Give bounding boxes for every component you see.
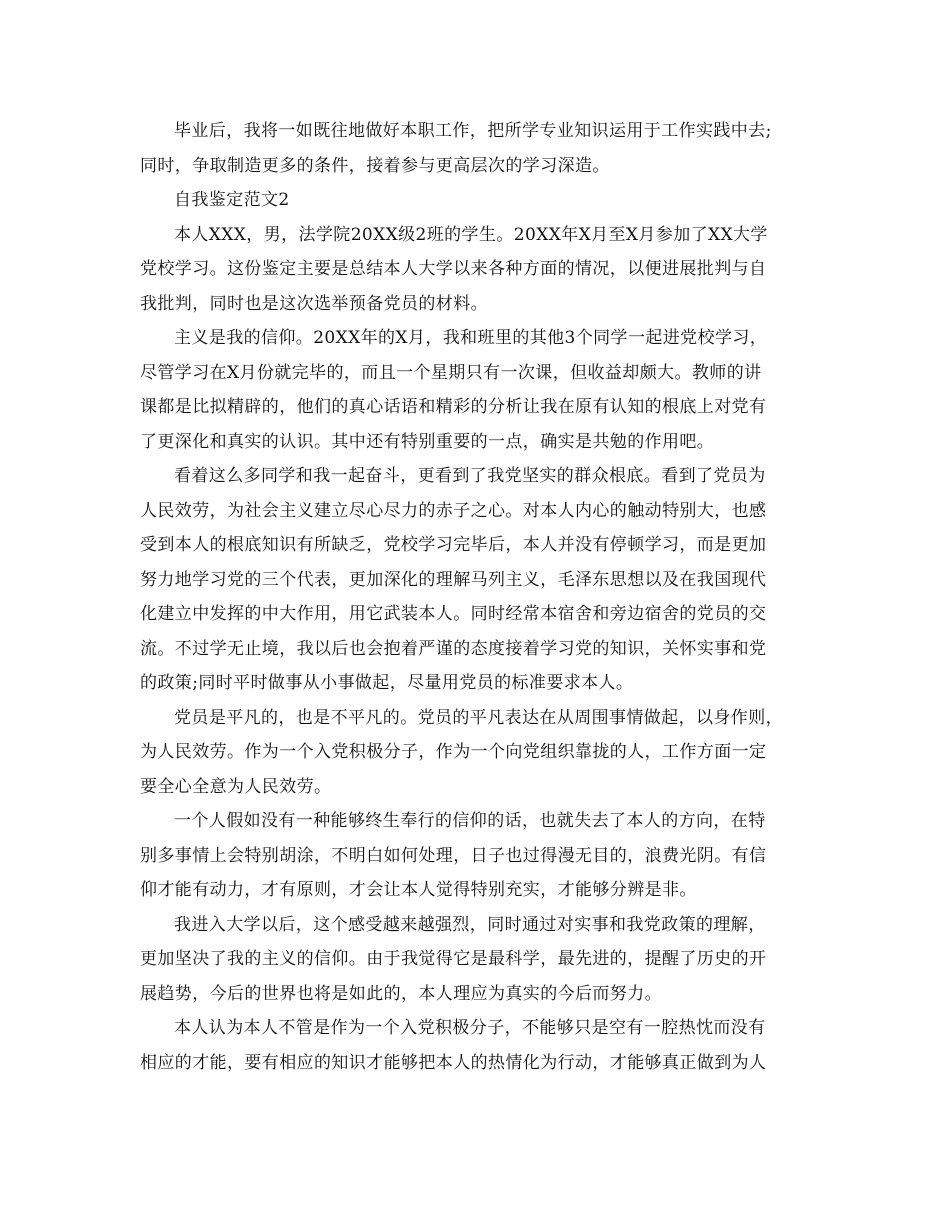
text-line: 别多事情上会特别胡涂，不明白如何处理，日子也过得漫无目的，浪费光阴。有信 — [140, 845, 767, 866]
text-line: 人民效劳，为社会主义建立尽心尽力的赤子之心。对本人内心的触动特别大，也感 — [140, 500, 767, 521]
text-line: 相应的才能，要有相应的知识才能够把本人的热情化为行动，才能够真正做到为人 — [140, 1052, 767, 1073]
text-line: 尽管学习在X月份就完毕的，而且一个星期只有一次课，但收益却颇大。教师的讲 — [140, 362, 762, 383]
text-line: 一个人假如没有一种能够终生奉行的信仰的话，也就失去了本人的方向，在特 — [174, 811, 766, 831]
text-line: 党员是平凡的，也是不平凡的。党员的平凡表达在从周围事情做起，以身作则， — [174, 707, 783, 728]
text-line: 我批判，同时也是这次选举预备党员的材料。 — [140, 293, 488, 314]
paragraph-2 — [140, 321, 820, 459]
document-body — [140, 114, 820, 1080]
text-line: 党校学习。这份鉴定主要是总结本人大学以来各种方面的情况，以便进展批判与自 — [140, 259, 767, 279]
text-line: 同时，争取制造更多的条件，接着参与更高层次的学习深造。 — [140, 155, 610, 176]
text-line: 毕业后，我将一如既往地做好本职工作，把所学专业知识运用于工作实践中去; — [174, 121, 772, 141]
text-line: 看着这么多同学和我一起奋斗，更看到了我党坚实的群众根底。看到了党员为 — [174, 466, 766, 486]
text-line: 的政策;同时平时做事从小事做起，尽量用党员的标准要求本人。 — [140, 673, 634, 693]
text-line: 主义是我的信仰。20XX年的X月，我和班里的其他3个同学一起进党校学习， — [174, 328, 768, 348]
paragraph-1 — [140, 218, 820, 322]
text-line: 课都是比拟精辟的，他们的真心话语和精彩的分析让我在原有认知的根底上对党有 — [140, 397, 767, 417]
paragraph-4 — [140, 701, 820, 805]
paragraph-7 — [140, 1011, 820, 1080]
paragraph-5 — [140, 804, 820, 908]
paragraph-6 — [140, 908, 820, 1012]
text-line: 我进入大学以后，这个感受越来越强烈，同时通过对实事和我党政策的理解， — [174, 914, 766, 935]
text-line: 为人民效劳。作为一个入党积极分子，作为一个向党组织靠拢的人，工作方面一定 — [140, 742, 767, 762]
text-line: 仰才能有动力，才有原则，才会让本人觉得特别充实，才能够分辨是非。 — [140, 880, 697, 900]
text-line: 化建立中发挥的中大作用，用它武装本人。同时经常本宿舍和旁边宿舍的党员的交 — [140, 604, 767, 624]
text-line: 更加坚决了我的主义的信仰。由于我觉得它是最科学，最先进的，提醒了历史的开 — [140, 949, 767, 969]
text-line: 本人认为本人不管是作为一个入党积极分子，不能够只是空有一腔热忱而没有 — [174, 1018, 766, 1038]
text-line: 展趋势，今后的世界也将是如此的，本人理应为真实的今后而努力。 — [140, 983, 662, 1004]
paragraph-3 — [140, 459, 820, 701]
text-line: 本人XXX，男，法学院20XX级2班的学生。20XX年X月至X月参加了XX大学 — [174, 224, 768, 245]
text-line: 努力地学习党的三个代表，更加深化的理解马列主义，毛泽东思想以及在我国现代 — [140, 569, 767, 590]
text-line: 要全心全意为人民效劳。 — [140, 776, 332, 797]
text-line: 受到本人的根底知识有所缺乏，党校学习完毕后，本人并没有停顿学习，而是更加 — [140, 535, 767, 555]
section-heading: 自我鉴定范文2 — [174, 190, 290, 210]
text-line: 流。不过学无止境，我以后也会抱着严谨的态度接着学习党的知识，关怀实事和党 — [140, 638, 767, 659]
paragraph-intro — [140, 114, 820, 183]
text-line: 了更深化和真实的认识。其中还有特别重要的一点，确实是共勉的作用吧。 — [140, 431, 715, 452]
